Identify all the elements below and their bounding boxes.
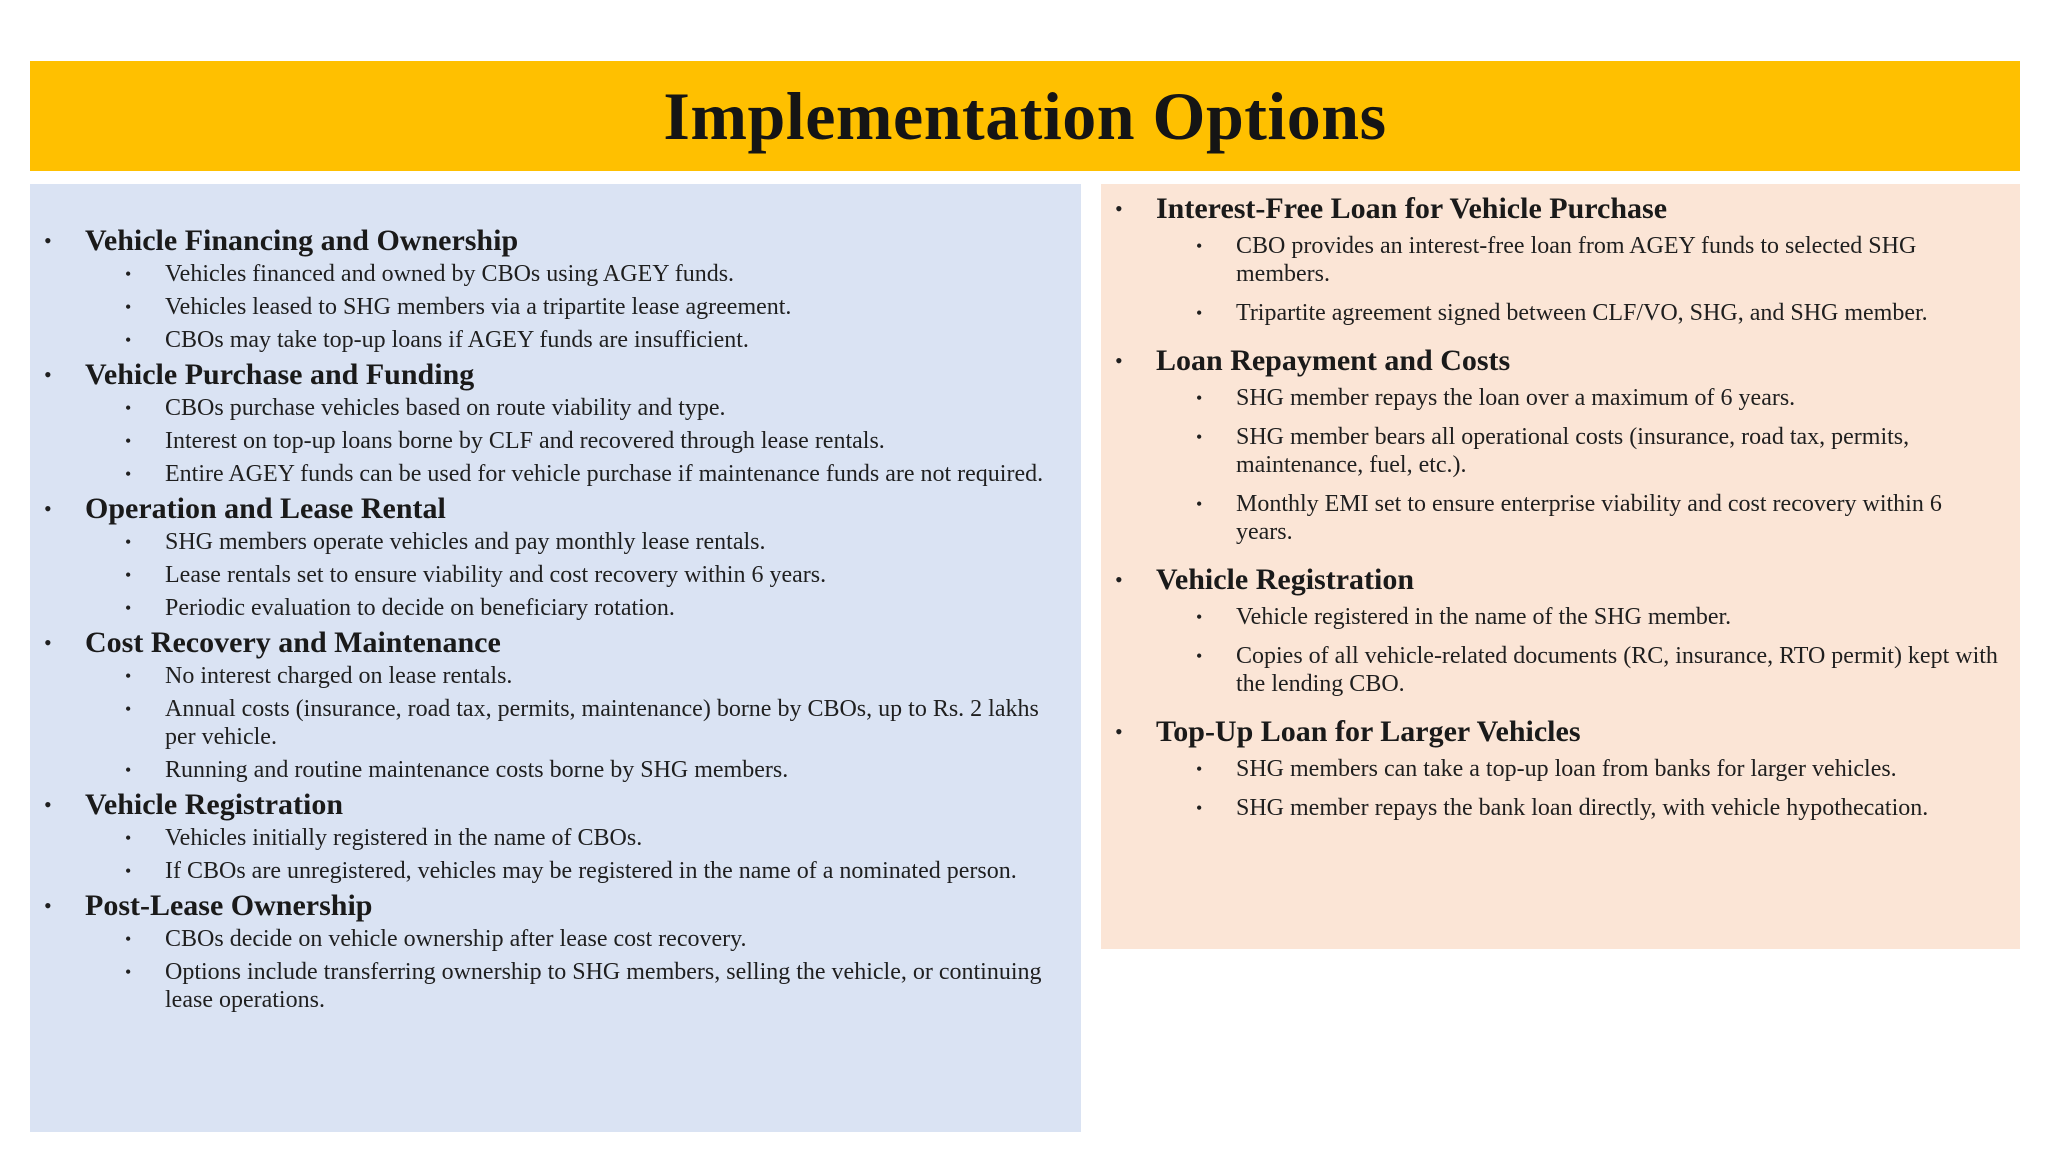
point-item: • If CBOs are unregistered, vehicles may be registered in the name of a nominated person.: [85, 857, 1061, 885]
topic-item: [1115, 190, 2000, 327]
point-list: [1156, 232, 2000, 327]
point-item: • Entire AGEY funds can be used for vehicle purchase if maintenance funds are not required.: [85, 460, 1061, 488]
point-list: [1156, 384, 2000, 546]
topic-list: [44, 222, 1061, 1014]
topic-heading: • Vehicle Registration: [1156, 563, 1415, 596]
slide-title: Implementation Options: [663, 77, 1387, 154]
topic-heading: • Vehicle Financing and Ownership: [85, 224, 519, 257]
title-bar: [30, 61, 2020, 171]
point-list: [1156, 603, 2000, 698]
point-item: • SHG member repays the bank loan directly, with vehicle hypothecation.: [1156, 794, 2000, 822]
topic-heading: • Vehicle Purchase and Funding: [85, 358, 475, 391]
point-item: • SHG members can take a top-up loan from banks for larger vehicles.: [1156, 755, 2000, 783]
point-item: • Copies of all vehicle-related documents (RC, insurance, RTO permit) kept with the lending CBO.: [1156, 642, 2000, 698]
point-item: • Annual costs (insurance, road tax, permits, maintenance) borne by CBOs, up to Rs. 2 lakhs per vehicle.: [85, 695, 1061, 751]
point-list: [85, 260, 1061, 354]
topic-item: [44, 222, 1061, 354]
point-item: • SHG member bears all operational costs (insurance, road tax, permits, maintenance, fuel, etc.).: [1156, 423, 2000, 479]
topic-list: [1115, 190, 2000, 822]
model-two-panel: [1101, 184, 2020, 949]
topic-heading: • Top-Up Loan for Larger Vehicles: [1156, 715, 1581, 748]
point-item: • Periodic evaluation to decide on beneficiary rotation.: [85, 594, 1061, 622]
topic-item: [44, 887, 1061, 1014]
topic-item: [44, 490, 1061, 622]
model-one-panel: [30, 184, 1081, 1132]
topic-heading: • Post-Lease Ownership: [85, 889, 373, 922]
topic-heading: • Loan Repayment and Costs: [1156, 344, 1511, 377]
point-item: • CBOs decide on vehicle ownership after lease cost recovery.: [85, 925, 1061, 953]
point-list: [85, 662, 1061, 784]
topic-item: [1115, 561, 2000, 698]
point-item: • Monthly EMI set to ensure enterprise viability and cost recovery within 6 years.: [1156, 490, 2000, 546]
point-list: [85, 528, 1061, 622]
point-item: • Vehicles financed and owned by CBOs using AGEY funds.: [85, 260, 1061, 288]
topic-heading: • Operation and Lease Rental: [85, 492, 446, 525]
topic-item: [44, 786, 1061, 885]
point-item: • SHG member repays the loan over a maximum of 6 years.: [1156, 384, 2000, 412]
point-item: • Tripartite agreement signed between CLF/VO, SHG, and SHG member.: [1156, 299, 2000, 327]
point-item: • CBOs purchase vehicles based on route viability and type.: [85, 394, 1061, 422]
point-item: • Vehicle registered in the name of the SHG member.: [1156, 603, 2000, 631]
point-item: • Options include transferring ownership to SHG members, selling the vehicle, or continuing lease operations.: [85, 958, 1061, 1014]
point-item: • Running and routine maintenance costs borne by SHG members.: [85, 756, 1061, 784]
topic-heading: • Vehicle Registration: [85, 788, 344, 821]
point-list: [1156, 755, 2000, 822]
point-item: • CBOs may take top-up loans if AGEY funds are insufficient.: [85, 326, 1061, 354]
topic-item: [1115, 713, 2000, 822]
point-item: • Lease rentals set to ensure viability and cost recovery within 6 years.: [85, 561, 1061, 589]
point-item: • CBO provides an interest-free loan from AGEY funds to selected SHG members.: [1156, 232, 2000, 288]
topic-heading: • Cost Recovery and Maintenance: [85, 626, 501, 659]
point-list: [85, 394, 1061, 488]
topic-item: [44, 624, 1061, 784]
topic-item: [44, 356, 1061, 488]
topic-item: [1115, 342, 2000, 546]
point-list: [85, 925, 1061, 1014]
topic-heading: • Interest-Free Loan for Vehicle Purchase: [1156, 192, 1668, 225]
point-list: [85, 824, 1061, 885]
point-item: • No interest charged on lease rentals.: [85, 662, 1061, 690]
point-item: • Vehicles leased to SHG members via a tripartite lease agreement.: [85, 293, 1061, 321]
point-item: • SHG members operate vehicles and pay monthly lease rentals.: [85, 528, 1061, 556]
point-item: • Interest on top-up loans borne by CLF and recovered through lease rentals.: [85, 427, 1061, 455]
point-item: • Vehicles initially registered in the name of CBOs.: [85, 824, 1061, 852]
